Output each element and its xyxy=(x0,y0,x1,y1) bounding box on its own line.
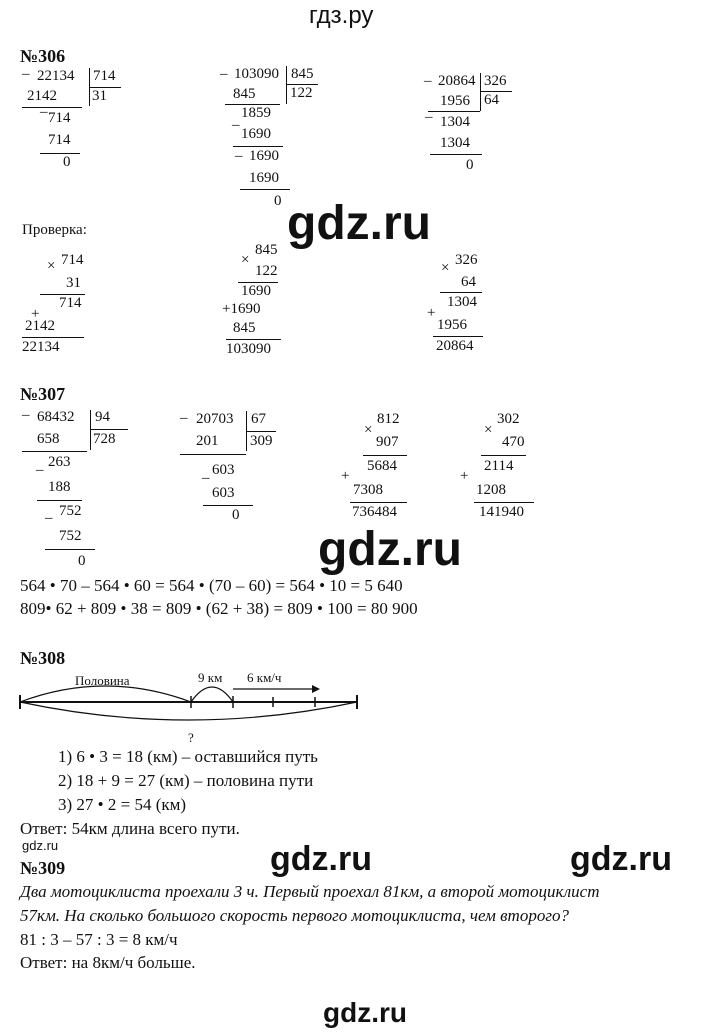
dividend: 22134 xyxy=(37,68,75,84)
step: 714 xyxy=(48,132,71,148)
step: 603 xyxy=(212,462,235,478)
divisor: 714 xyxy=(93,68,116,84)
label-question: ? xyxy=(188,730,194,745)
step: 1304 xyxy=(440,114,470,130)
watermark: gdz.ru xyxy=(570,840,672,878)
task-306-title: №306 xyxy=(20,46,66,66)
factor: 470 xyxy=(502,434,525,450)
remainder: 0 xyxy=(232,507,240,523)
partial: 1208 xyxy=(476,482,506,498)
calculation: 81 : 3 – 57 : 3 = 8 км/ч xyxy=(20,930,178,949)
step: 1690 xyxy=(249,148,279,164)
product: 141940 xyxy=(479,504,524,520)
divisor: 94 xyxy=(95,409,110,425)
watermark: gdz.ru xyxy=(270,840,372,878)
problem-text-1: Два мотоциклиста проехали 3 ч. Первый проехал 81км, а второй мотоциклист xyxy=(20,882,600,901)
watermark-footer: gdz.ru xyxy=(323,997,407,1028)
step: 1690 xyxy=(249,170,279,186)
solution-step-3: 3) 27 • 2 = 54 (км) xyxy=(58,795,187,814)
label-half: Половина xyxy=(75,673,130,688)
factor: 812 xyxy=(377,411,400,427)
partial: 1690 xyxy=(241,283,271,299)
step: 1956 xyxy=(440,93,470,109)
partial: 2142 xyxy=(25,318,55,334)
label-9km: 9 км xyxy=(198,670,223,685)
task-307-title: №307 xyxy=(20,384,66,404)
step: 1304 xyxy=(440,135,470,151)
expression-line-1: 564 • 70 – 564 • 60 = 564 • (70 – 60) = 564 • 10 = 5 640 xyxy=(20,576,403,595)
partial: 2114 xyxy=(484,458,514,474)
product: 20864 xyxy=(436,338,474,354)
product: 22134 xyxy=(22,339,60,355)
remainder: 0 xyxy=(274,193,282,209)
label-speed: 6 км/ч xyxy=(247,670,282,685)
dividend: 103090 xyxy=(234,66,279,82)
factor: 907 xyxy=(376,434,399,450)
watermark: gdz.ru xyxy=(287,197,431,250)
step: 188 xyxy=(48,479,71,495)
product: 736484 xyxy=(352,504,397,520)
expression-line-2: 809• 62 + 809 • 38 = 809 • (62 + 38) = 809 • 100 = 80 900 xyxy=(20,599,418,618)
factor: 64 xyxy=(461,274,476,290)
minus-sign: – xyxy=(22,66,30,82)
factor: 714 xyxy=(61,252,84,268)
task-308-title: №308 xyxy=(20,648,66,668)
site-header: гдз.ру xyxy=(309,2,374,29)
quotient: 64 xyxy=(484,92,499,108)
step: 1859 xyxy=(241,105,271,121)
partial: 1304 xyxy=(447,294,477,310)
solution-step-2: 2) 18 + 9 = 27 (км) – половина пути xyxy=(58,771,314,790)
dividend: 68432 xyxy=(37,409,75,425)
partial: 5684 xyxy=(367,458,397,474)
factor: 326 xyxy=(455,252,478,268)
problem-text-2: 57км. На сколько большого скорость первого мотоциклиста, чем второго? xyxy=(20,906,569,925)
factor: 122 xyxy=(255,263,278,279)
check-label: Проверка: xyxy=(22,222,87,238)
factor: 845 xyxy=(255,242,278,258)
partial: +1690 xyxy=(222,301,261,317)
dividend: 20703 xyxy=(196,411,234,427)
dividend: 20864 xyxy=(438,73,476,89)
solution-step-1: 1) 6 • 3 = 18 (км) – оставшийся путь xyxy=(58,747,318,766)
quotient: 728 xyxy=(93,431,116,447)
quotient: 122 xyxy=(290,85,313,101)
remainder: 0 xyxy=(78,553,86,569)
factor: 302 xyxy=(497,411,520,427)
step: 845 xyxy=(233,86,256,102)
watermark: gdz.ru xyxy=(318,523,462,576)
remainder: 0 xyxy=(466,157,474,173)
step: 752 xyxy=(59,503,82,519)
product: 103090 xyxy=(226,341,271,357)
quotient: 309 xyxy=(250,433,273,449)
step: 658 xyxy=(37,431,60,447)
factor: 31 xyxy=(66,275,81,291)
partial: 7308 xyxy=(353,482,383,498)
step: 603 xyxy=(212,485,235,501)
step: 263 xyxy=(48,454,71,470)
divisor: 67 xyxy=(251,411,266,427)
remainder: 0 xyxy=(63,154,71,170)
step: 714 xyxy=(48,110,71,126)
partial: 714 xyxy=(59,295,82,311)
step: 1690 xyxy=(241,126,271,142)
watermark-small: gdz.ru xyxy=(22,838,59,853)
divisor: 326 xyxy=(484,73,507,89)
partial: 1956 xyxy=(437,317,467,333)
quotient: 31 xyxy=(92,88,107,104)
answer-308: Ответ: 54км длина всего пути. xyxy=(20,819,240,838)
partial: 845 xyxy=(233,320,256,336)
step: 201 xyxy=(196,433,219,449)
task-309-title: №309 xyxy=(20,858,66,878)
answer-309: Ответ: на 8км/ч больше. xyxy=(20,953,196,972)
step: 752 xyxy=(59,528,82,544)
step: 2142 xyxy=(27,88,57,104)
divisor: 845 xyxy=(291,66,314,82)
